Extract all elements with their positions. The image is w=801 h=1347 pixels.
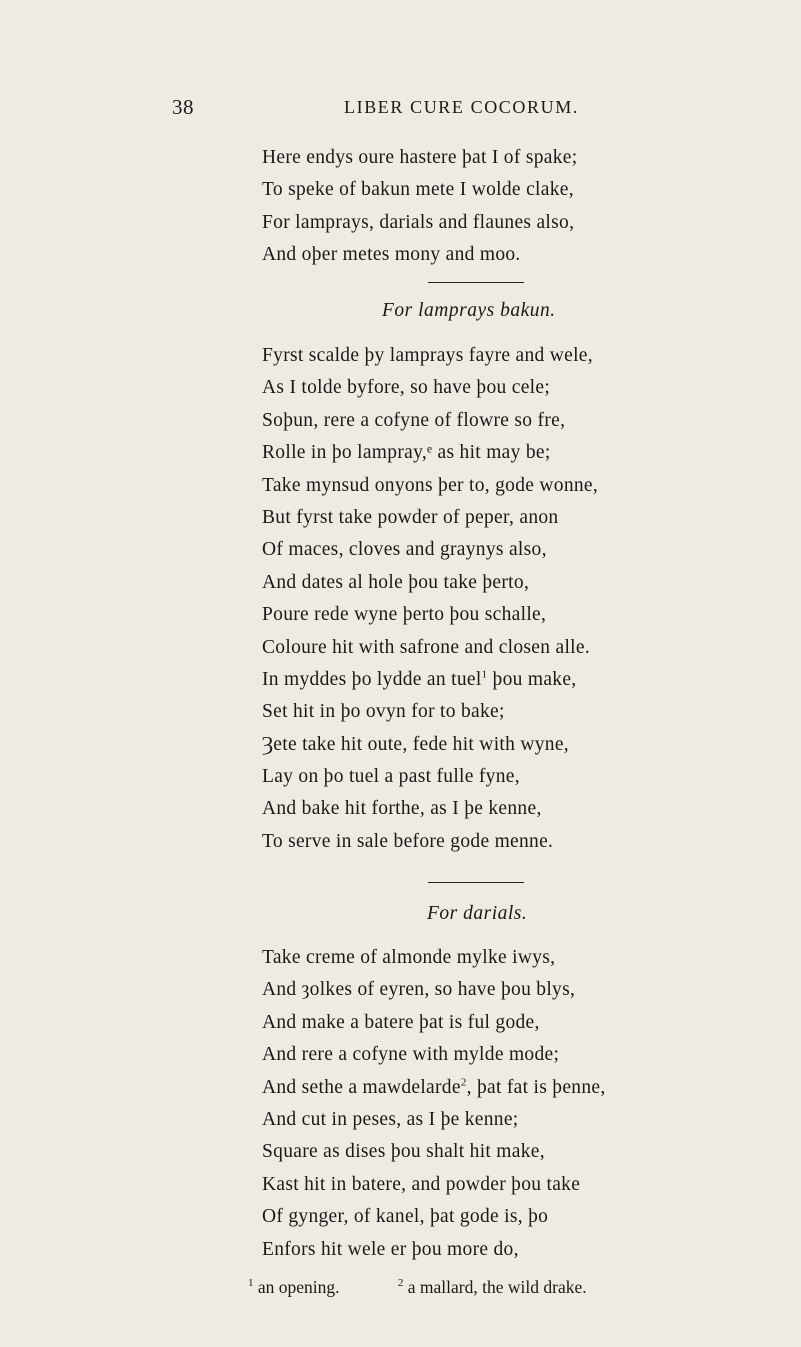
verse-line: Ȝete take hit oute, fede hit with wyne, bbox=[262, 733, 569, 755]
verse-line: And ȝolkes of eyren, so have þou blys, bbox=[262, 979, 576, 1001]
footnote-marker: 1 bbox=[248, 1277, 254, 1290]
page-header bbox=[0, 95, 801, 125]
footnote-1 bbox=[248, 1277, 340, 1298]
verse-line: Coloure hit with safrone and closen alle. bbox=[262, 636, 591, 658]
section-divider bbox=[428, 882, 524, 883]
page-number: 38 bbox=[172, 95, 194, 119]
verse-line: And cut in peses, as I þe kenne; bbox=[262, 1108, 519, 1130]
footnote-2 bbox=[398, 1277, 587, 1298]
section-heading-lampreys: For lamprays bakun. bbox=[382, 300, 556, 321]
verse-line: To speke of bakun mete I wolde clake, bbox=[262, 179, 574, 201]
verse-line-with-footnote bbox=[262, 1072, 801, 1104]
verse-line: Take creme of almonde mylke iwys, bbox=[262, 947, 556, 968]
verse-line: But fyrst take powder of peper, anon bbox=[262, 506, 559, 528]
verse-line-with-footnote bbox=[262, 664, 801, 696]
verse-line: Rolle in þo lampray,ᵉ as hit may be; bbox=[262, 442, 551, 464]
verse-line: Fyrst scalde þy lamprays fayre and wele, bbox=[262, 345, 593, 366]
footnote-reference[interactable]: 1 bbox=[481, 668, 488, 681]
footnote-reference[interactable]: 2 bbox=[460, 1076, 467, 1089]
verse-line: For lamprays, darials and flaunes also, bbox=[262, 211, 575, 233]
footnote-text: an opening. bbox=[257, 1277, 340, 1297]
section-divider bbox=[428, 282, 524, 283]
darials-recipe bbox=[262, 942, 801, 1266]
verse-line: Soþun, rere a cofyne of flowre so fre, bbox=[262, 409, 566, 431]
verse-line: And make a batere þat is ful gode, bbox=[262, 1011, 540, 1033]
verse-line: And rere a cofyne with mylde mode; bbox=[262, 1044, 560, 1066]
running-title: LIBER CURE COCORUM. bbox=[344, 97, 579, 117]
verse-line: To serve in sale before gode menne. bbox=[262, 830, 554, 852]
verse-line: Take mynsud onyons þer to, gode wonne, bbox=[262, 474, 599, 496]
verse-line: Here endys oure hastere þat I of spake; bbox=[262, 147, 578, 168]
verse-text: And sethe a mawdelarde bbox=[262, 1076, 461, 1098]
verse-line: Poure rede wyne þerto þou schalle, bbox=[262, 604, 547, 626]
verse-line: Kast hit in batere, and powder þou take bbox=[262, 1173, 581, 1195]
verse-line: Of maces, cloves and graynys also, bbox=[262, 539, 547, 561]
verse-line: Of gynger, of kanel, þat gode is, þo bbox=[262, 1206, 549, 1228]
verse-text-tail: , þat fat is þenne, bbox=[466, 1076, 606, 1098]
verse-line: Lay on þo tuel a past fulle fyne, bbox=[262, 766, 520, 788]
lampreys-recipe bbox=[262, 340, 801, 858]
section-heading-darials: For darials. bbox=[427, 903, 528, 924]
verse-line: Enfors hit wele er þou more do, bbox=[262, 1238, 519, 1260]
footnotes bbox=[248, 1277, 801, 1298]
verse-line: As I tolde byfore, so have þou cele; bbox=[262, 377, 551, 399]
footnote-marker: 2 bbox=[397, 1277, 404, 1290]
verse-line: Set hit in þo ovyn for to bake; bbox=[262, 701, 505, 723]
verse-text: In myddes þo lydde an tuel bbox=[262, 668, 482, 690]
verse-line: And bake hit forthe, as I þe kenne, bbox=[262, 798, 542, 820]
footnote-text: a mallard, the wild drake. bbox=[407, 1277, 587, 1297]
verse-line: Square as dises þou shalt hit make, bbox=[262, 1141, 545, 1163]
verse-line: And oþer metes mony and moo. bbox=[262, 244, 521, 266]
verse-line: And dates al hole þou take þerto, bbox=[262, 571, 530, 593]
verse-text-tail: þou make, bbox=[487, 668, 577, 690]
intro-stanza bbox=[262, 142, 801, 272]
